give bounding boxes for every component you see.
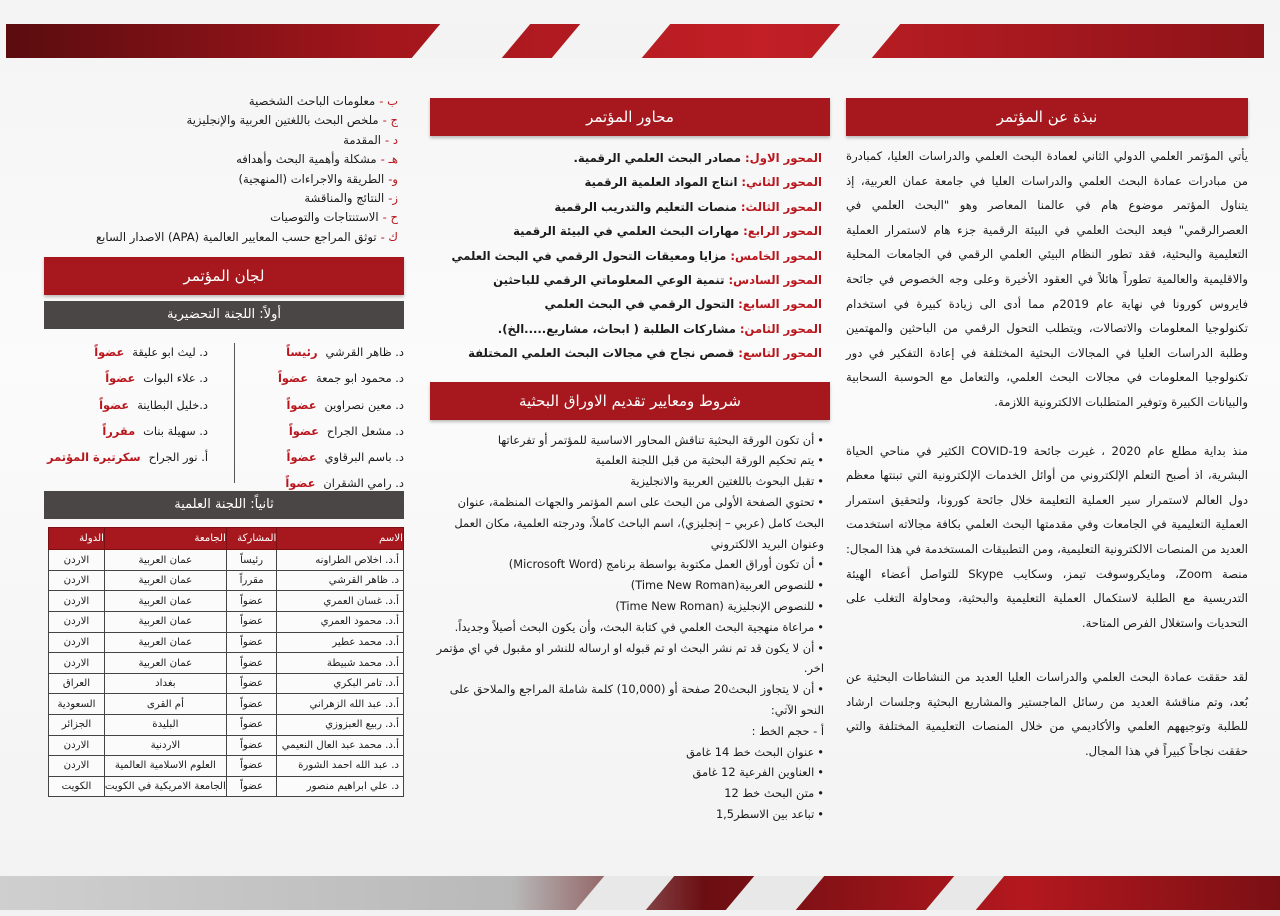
about-title: نبذة عن المؤتمر	[846, 98, 1248, 136]
bottom-decorative-band	[0, 876, 1280, 910]
committees-column	[44, 92, 404, 797]
member-country: الاردن	[49, 735, 105, 756]
structure-item: هـ -مشكلة وأهمية البحث وأهدافه	[236, 152, 398, 167]
rule-item: •العناوين الفرعية 12 غامق	[692, 765, 824, 780]
table-header-row	[49, 528, 404, 550]
about-column	[846, 98, 1248, 764]
structure-item: ك -توثق المراجع حسب المعايير العالمية (APA) الاصدار السابع	[96, 229, 398, 244]
axes-list	[430, 146, 830, 366]
rule-item: •مراعاة منهجية البحث العلمي في كتابة البحث، وأن يكون البحث أصيلاً وجديداً.	[454, 619, 824, 634]
member-name: أ.د. محمود العمري	[277, 612, 404, 633]
rule-item: •أن تكون الورقة البحثية تناقش المحاور الاساسية للمؤتمر أو تفرعاتها	[497, 432, 824, 447]
member-role: عضواً	[226, 653, 277, 674]
scientific-committee-title: ثانياً: اللجنة العلمية	[44, 491, 404, 519]
member-country: الاردن	[49, 612, 105, 633]
member-university: العلوم الاسلامية العالمية	[104, 756, 226, 777]
rule-item: •عنوان البحث خط 14 غامق	[686, 744, 824, 759]
rule-item: •أن لا يكون قد تم نشر البحث او تم قبوله او ارساله للنشر او مقبول في اي مؤتمر اخر.	[436, 640, 824, 676]
member-role: عضواً	[226, 715, 277, 736]
rules-list	[430, 430, 830, 825]
band-stripe	[726, 876, 825, 910]
scientific-committee-table	[48, 527, 404, 797]
member-country: الاردن	[49, 756, 105, 777]
band-stripe	[812, 24, 901, 58]
about-paragraph-3: لقد حققت عمادة البحث العلمي والدراسات العليا العديد من النشاطات البحثية عن بُعد، وتم مناقشة العديد من رسائل الماجستير والمشاريع البحثية وجلسات ارشاد للطلبة وتوجيههم العلمي والأكاديمي من خلال المنصات التعليمية المختلفة والتي حققت نجاحاً كبيراً في هذا المجال.	[846, 670, 1248, 759]
member-country: الاردن	[49, 632, 105, 653]
band-stripe	[552, 24, 671, 58]
member-university: عمان العربية	[104, 612, 226, 633]
member-university: عمان العربية	[104, 591, 226, 612]
table-row	[49, 550, 404, 571]
rule-item: •للنصوص الإنجليزية (Time New Roman)	[615, 599, 824, 614]
axis-item: المحور الثاني:انتاج المواد العلمية الرقمية	[584, 175, 822, 190]
member-university: أم القرى	[104, 694, 226, 715]
member-row: أ. نور الجراحسكرتيرة المؤتمر	[47, 450, 208, 465]
structure-item: ح -الاستنتاجات والتوصيات	[270, 210, 398, 225]
prep-committee	[44, 333, 404, 491]
member-country: الاردن	[49, 591, 105, 612]
table-row	[49, 735, 404, 756]
member-country: الاردن	[49, 550, 105, 571]
member-role: عضواً	[226, 735, 277, 756]
member-row: د. مشعل الجراحعضواً	[288, 423, 404, 438]
member-university: بغداد	[104, 673, 226, 694]
member-role: مقرراً	[226, 570, 277, 591]
rules-title: شروط ومعايير تقديم الاوراق البحثية	[430, 382, 830, 420]
axis-item: المحور التاسع:قصص نجاح في مجالات البحث العلمي المختلفة	[468, 346, 822, 361]
committees-title: لجان المؤتمر	[44, 257, 404, 295]
member-university: البليدة	[104, 715, 226, 736]
col-header-country: الدولة	[49, 528, 105, 550]
member-role: عضواً	[226, 776, 277, 797]
member-row: د. سهيلة بناتمقرراً	[102, 423, 208, 438]
member-university: عمان العربية	[104, 632, 226, 653]
member-country: السعودية	[49, 694, 105, 715]
paper-structure-list	[44, 92, 404, 247]
member-row: د. ظاهر القرشيرئيساً	[286, 345, 404, 360]
rule-item: أ - حجم الخط :	[751, 723, 824, 738]
prep-committee-left-group	[38, 339, 208, 470]
member-role: عضواً	[226, 612, 277, 633]
about-paragraph-1: يأتي المؤتمر العلمي الدولي الثاني لعمادة البحث العلمي والدراسات العليا، كمبادرة من مبادرات عمادة البحث العلمي والدراسات العليا في جامعة عمان العربية، إذ يتناول المؤتمر موضوع هام في عالمنا المعاصر وهو "البحث العلمي في العصرالرقمي" فيعد البحث العلمي في البيئة الرقمية جزء هام لاستمرار العملية التعليمية والبحثية، فقد تطور النظام البيئي العلمي الرقمي في الجامعات المحلية والاقليمية والعالمية تطوراً هائلاً في العقود الأخيرة وعلى وجه الخصوص في جائحة فايروس كورونا في نهاية عام 2019م مما أدى الى زيادة كبيرة في استخدام تكنولوجيا المعلومات والاتصالات، ويتطلب التحول الرقمي من الباحثين والمهتمين وطلبة الدراسات العليا في المجالات البحثية المختلفة في إعادة التفكير في دور تكنولوجيا المعلومات في مجالات البحث العلمي، والتعامل مع الحوسبة السحابية والبيانات الكبيرة وتوفير المتطلبات الالكترونية اللازمة.	[846, 149, 1248, 409]
table-row	[49, 591, 404, 612]
member-role: رئيساً	[226, 550, 277, 571]
rule-item: •تحتوي الصفحة الأولى من البحث على اسم المؤتمر والجهات المنظمة، عنوان البحث كامل (عربي – إنجليزي)، اسم الباحث كاملاً، ودرجته العلمية، مكان العمل وعنوان البريد الالكتروني	[454, 495, 824, 551]
rule-item: •أن لا يتجاوز البحث20 صفحة أو (10,000) كلمة شاملة المراجع والملاحق على النحو الآتي:	[449, 682, 824, 718]
table-row	[49, 776, 404, 797]
member-row: د. محمود ابو جمعةعضواً	[277, 371, 404, 386]
member-name: أ.د. اخلاص الطراونه	[277, 550, 404, 571]
structure-item: ز-النتائج والمناقشة	[304, 191, 398, 206]
member-role: عضواً	[226, 694, 277, 715]
member-name: أ.د. محمد عطير	[277, 632, 404, 653]
axis-item: المحور الرابع:مهارات البحث العلمي في البيئة الرقمية	[513, 224, 822, 239]
structure-item: ج -ملخص البحث باللغتين العربية والإنجليزية	[186, 113, 398, 128]
table-row	[49, 632, 404, 653]
band-stripe	[576, 876, 675, 910]
member-country: الاردن	[49, 653, 105, 674]
col-header-name: الاسم	[277, 528, 404, 550]
column-divider	[234, 343, 235, 483]
structure-item: د -المقدمة	[343, 132, 398, 147]
member-country: العراق	[49, 673, 105, 694]
axis-item: المحور الثالث:منصات التعليم والتدريب الرقمية	[554, 199, 822, 214]
member-row: د. علاء البواتعضواً	[105, 371, 208, 386]
member-university: عمان العربية	[104, 550, 226, 571]
axis-item: المحور السادس:تنمية الوعي المعلوماتي الرقمي للباحثين	[493, 273, 822, 288]
member-university: عمان العربية	[104, 653, 226, 674]
member-role: عضواً	[226, 591, 277, 612]
table-row	[49, 715, 404, 736]
member-name: أ.د. محمد شبيطة	[277, 653, 404, 674]
member-country: الجزائر	[49, 715, 105, 736]
member-row: د. معين نصراوينعضواً	[286, 397, 404, 412]
member-name: د. عبد الله احمد الشورة	[277, 756, 404, 777]
table-row	[49, 653, 404, 674]
band-stripe	[412, 24, 531, 58]
band-stripe	[926, 876, 1005, 910]
member-role: عضواً	[226, 632, 277, 653]
member-role: عضواً	[226, 673, 277, 694]
table-row	[49, 756, 404, 777]
structure-item: ب -معلومات الباحث الشخصية	[248, 94, 398, 108]
member-country: الكويت	[49, 776, 105, 797]
member-name: أ.د. غسان العمري	[277, 591, 404, 612]
rule-item: •تباعد بين الاسطر1,5	[715, 807, 824, 821]
member-name: أ.د. عبد الله الزهراني	[277, 694, 404, 715]
about-paragraph-2: منذ بداية مطلع عام 2020 ، غيرت جائحة COVID-19 الكثير في مناحي الحياة البشرية، اذ أصبح التعلم الإلكتروني من أوائل الخدمات الإلكترونية التي تبنتها معظم دول العالم لاستمرار سير العملية التعليمة خلال جائحة كورونا، ولتحقيق استمرار العملية التعليمية في الجامعات وفي مقدمتها البحث العلمي بكافة مجالاته استخدمت العديد من المنصات الالكترونية التعليمية، ومن التطبيقات المستخدمة في هذا المجال: منصة Zoom، ومايكروسوفت تيمز، وسكايب Skype للتواصل أعضاء الهيئة التدريسية مع الطلبة لاستكمال العملية التعليمية والبحثية، ومحاولة التغلب على التحديات واستغلال الفرص المتاحة.	[846, 443, 1248, 630]
rule-item: •يتم تحكيم الورقة البحثية من قبل اللجنة العلمية	[595, 453, 824, 468]
member-role: عضواً	[226, 756, 277, 777]
member-name: د. علي ابراهيم منصور	[277, 776, 404, 797]
table-body	[49, 550, 404, 797]
member-row: د. باسم البرقاويعضواً	[286, 450, 404, 465]
member-name: أ.د. محمد عبد العال النعيمي	[277, 735, 404, 756]
table-row	[49, 673, 404, 694]
axis-item: المحور الخامس:مزايا ومعيقات التحول الرقمي في البحث العلمي	[451, 248, 822, 263]
table-row	[49, 570, 404, 591]
axis-item: المحور السابع:التحول الرقمي في البحث العلمي	[544, 297, 822, 312]
member-university: عمان العربية	[104, 570, 226, 591]
member-row: د.خليل البطاينةعضواً	[99, 397, 208, 412]
axis-item: المحور الاول:مصادر البحث العلمي الرقمية.	[573, 151, 822, 165]
top-decorative-band	[6, 24, 1264, 58]
structure-item: و-الطريقة والاجراءات (المنهجية)	[238, 171, 398, 186]
member-country: الاردن	[49, 570, 105, 591]
col-header-role: المشاركة	[226, 528, 277, 550]
member-name: أ.د. تامر البكري	[277, 673, 404, 694]
rule-item: •تقبل البحوث باللغتين العربية والانجليزية	[630, 474, 824, 489]
axis-item: المحور الثامن:مشاركات الطلبة ( ابحاث، مشاريع.....الخ).	[497, 321, 822, 336]
prep-committee-right-group	[234, 339, 404, 496]
table-row	[49, 612, 404, 633]
col-header-university: الجامعة	[104, 528, 226, 550]
axes-title: محاور المؤتمر	[430, 98, 830, 136]
member-row: د. ليث ابو عليقةعضواً	[94, 345, 208, 360]
rule-item: •للنصوص العربية(Time New Roman)	[630, 578, 824, 593]
member-university: الجامعة الامريكية في الكويت	[104, 776, 226, 797]
prep-committee-title: أولاً: اللجنة التحضيرية	[44, 301, 404, 329]
axes-column	[430, 98, 830, 825]
member-name: أ.د. ربيع العبزوزي	[277, 715, 404, 736]
rule-item: •أن تكون أوراق العمل مكتوبة بواسطة برنامج (Microsoft Word)	[508, 557, 824, 572]
member-university: الاردنية	[104, 735, 226, 756]
member-row: د. رامي الشقرانعضواً	[285, 476, 404, 491]
rule-item: •متن البحث خط 12	[724, 786, 824, 801]
table-row	[49, 694, 404, 715]
member-name: د. ظاهر القرشي	[277, 570, 404, 591]
